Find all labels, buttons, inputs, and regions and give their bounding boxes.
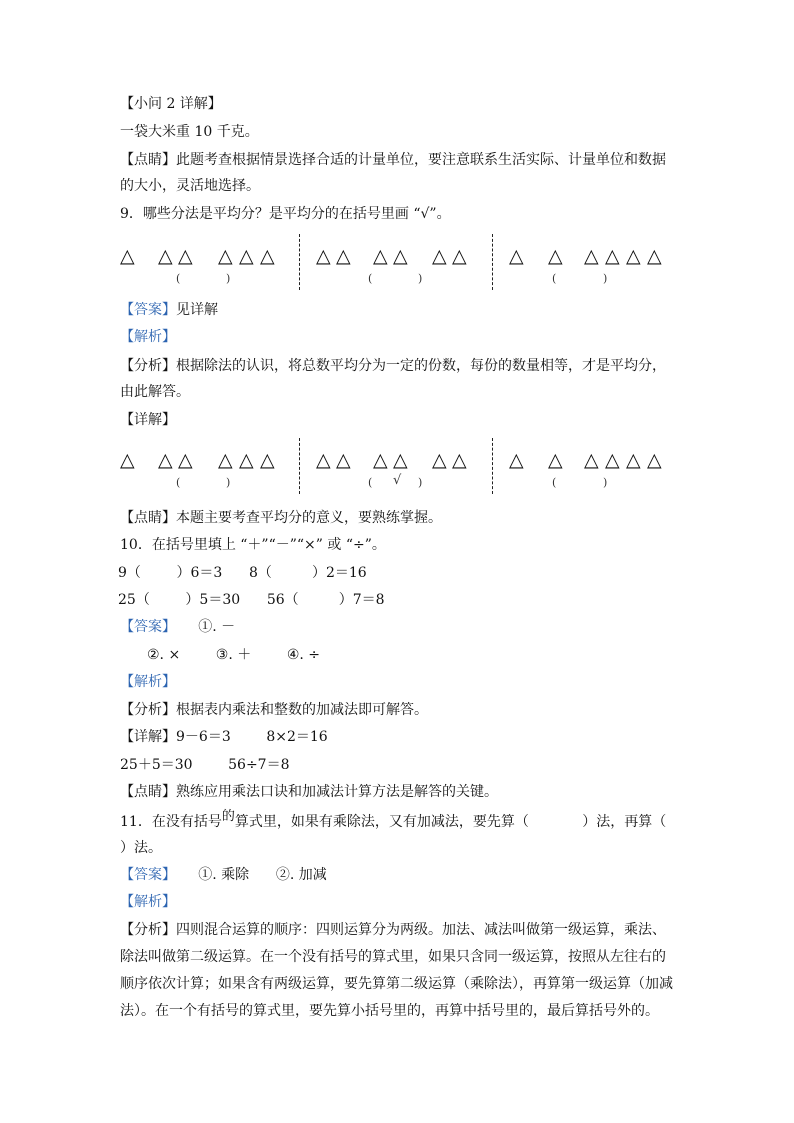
triangle-icon: △ (336, 245, 351, 267)
triangle-icon: △ (584, 245, 599, 267)
triangle-icon: △ (647, 245, 662, 267)
paren-open: ( (552, 476, 557, 489)
triangle-icon: △ (548, 449, 563, 471)
dashed-divider (492, 234, 493, 290)
answer-line (120, 617, 235, 637)
answer-text: ①. － (176, 619, 236, 635)
paren-open: ( (368, 476, 373, 489)
paren-open: ( (552, 272, 557, 285)
triangle-figure-question (118, 234, 678, 294)
fenxi-text-cont: 由此解答。 (120, 384, 190, 400)
paren-close: ) (418, 476, 423, 489)
triangle-icon: △ (316, 449, 331, 471)
answer-line (120, 300, 218, 320)
jiexi-tag: 【解析】 (120, 674, 176, 690)
triangle-icon: △ (373, 245, 388, 267)
triangle-icon: △ (626, 245, 641, 267)
paren-open: ( (176, 476, 181, 489)
paren-close: ) (226, 476, 231, 489)
triangle-icon: △ (584, 449, 599, 471)
triangle-icon: △ (239, 449, 254, 471)
triangle-icon: △ (120, 449, 135, 471)
dianjing-text: 【点睛】此题考查根据情景选择合适的计量单位，要注意联系生活实际、计量单位和数据 (120, 152, 666, 168)
answer-line (120, 865, 327, 885)
question-11-cont: ）法。 (120, 840, 162, 856)
question-10: 10．在括号里填上 “＋”“－”“×” 或 “÷”。 (120, 537, 386, 553)
triangle-icon: △ (393, 449, 408, 471)
q11-text-b: 算式里，如果有乘除法，又有加减法，要先算（ ）法，再算（ (234, 814, 667, 830)
fenxi-text: 【分析】根据表内乘法和整数的加减法即可解答。 (120, 702, 428, 718)
fenxi-text: 【分析】四则混合运算的顺序：四则运算分为两级。加法、减法叫做第一级运算，乘法、 (120, 922, 666, 938)
xiangjie-text: 【详解】9－6＝3 8×2＝16 (120, 729, 328, 745)
triangle-icon: △ (178, 449, 193, 471)
triangle-icon: △ (158, 449, 173, 471)
q10-row-1: 9（ ）6＝3 8（ ）2＝16 (118, 565, 367, 581)
fenxi-text-cont: 除法叫做第二级运算。在一个没有括号的算式里，如果只含同一级运算，按照从左往右的 (120, 949, 666, 965)
triangle-icon: △ (605, 449, 620, 471)
fenxi-text-cont: 法）。在一个有括号的算式里，要先算小括号里的，再算中括号里的，最后算括号外的。 (120, 1003, 659, 1019)
triangle-icon: △ (120, 245, 135, 267)
paren-close: ) (603, 476, 608, 489)
triangle-icon: △ (452, 449, 467, 471)
triangle-icon: △ (218, 449, 233, 471)
paren-close: ) (226, 272, 231, 285)
triangle-icon: △ (178, 245, 193, 267)
dashed-divider (299, 234, 300, 290)
q11-superscript: 的 (221, 809, 235, 824)
dianjing-text-cont: 的大小，灵活地选择。 (120, 178, 260, 194)
q10-row-2: 25（ ）5＝30 56（ ）7＝8 (118, 592, 385, 608)
question-11 (120, 809, 667, 833)
answer-text-cont: ②. × ③. ＋ ④. ÷ (147, 647, 321, 663)
dianjing-text: 【点睛】本题主要考查平均分的意义，要熟练掌握。 (120, 510, 442, 526)
triangle-icon: △ (393, 245, 408, 267)
triangle-icon: △ (509, 449, 524, 471)
triangle-icon: △ (647, 449, 662, 471)
xiangjie-tag: 【详解】 (120, 412, 176, 428)
answer-text: 一袋大米重 10 千克。 (120, 124, 259, 140)
dashed-divider (492, 438, 493, 494)
answer-text: ①. 乘除 ②. 加减 (176, 867, 327, 883)
dashed-divider (299, 438, 300, 494)
triangle-icon: △ (605, 245, 620, 267)
q11-text-a: 11．在没有括号 (120, 814, 222, 830)
dianjing-text: 【点睛】熟练应用乘法口诀和加减法计算方法是解答的关键。 (120, 784, 498, 800)
fenxi-text-cont: 顺序依次计算；如果含有两级运算，要先算第二级运算（乘除法），再算第一级运算（加减 (120, 976, 673, 992)
answer-tag: 【答案】 (120, 867, 176, 883)
triangle-icon: △ (158, 245, 173, 267)
triangle-icon: △ (509, 245, 524, 267)
triangle-icon: △ (452, 245, 467, 267)
triangle-icon: △ (260, 449, 275, 471)
triangle-icon: △ (548, 245, 563, 267)
triangle-icon: △ (626, 449, 641, 471)
paren-close: ) (603, 272, 608, 285)
answer-tag: 【答案】 (120, 302, 176, 318)
paren-open: ( (368, 272, 373, 285)
section-heading: 【小问 2 详解】 (120, 96, 222, 112)
triangle-icon: △ (336, 449, 351, 471)
question-9: 9．哪些分法是平均分？是平均分的在括号里画 “√”。 (120, 206, 451, 222)
check-mark-icon: √ (393, 473, 402, 488)
triangle-icon: △ (239, 245, 254, 267)
triangle-figure-answer (118, 438, 678, 498)
jiexi-tag: 【解析】 (120, 329, 176, 345)
paren-open: ( (176, 272, 181, 285)
triangle-icon: △ (432, 245, 447, 267)
xiangjie-text-cont: 25＋5＝30 56÷7＝8 (120, 757, 290, 773)
triangle-icon: △ (373, 449, 388, 471)
answer-text: 见详解 (176, 302, 218, 318)
paren-close: ) (418, 272, 423, 285)
triangle-icon: △ (218, 245, 233, 267)
triangle-icon: △ (432, 449, 447, 471)
fenxi-text: 【分析】根据除法的认识，将总数平均分为一定的份数，每份的数量相等，才是平均分， (120, 358, 666, 374)
answer-tag: 【答案】 (120, 619, 176, 635)
jiexi-tag: 【解析】 (120, 894, 176, 910)
triangle-icon: △ (316, 245, 331, 267)
triangle-icon: △ (260, 245, 275, 267)
